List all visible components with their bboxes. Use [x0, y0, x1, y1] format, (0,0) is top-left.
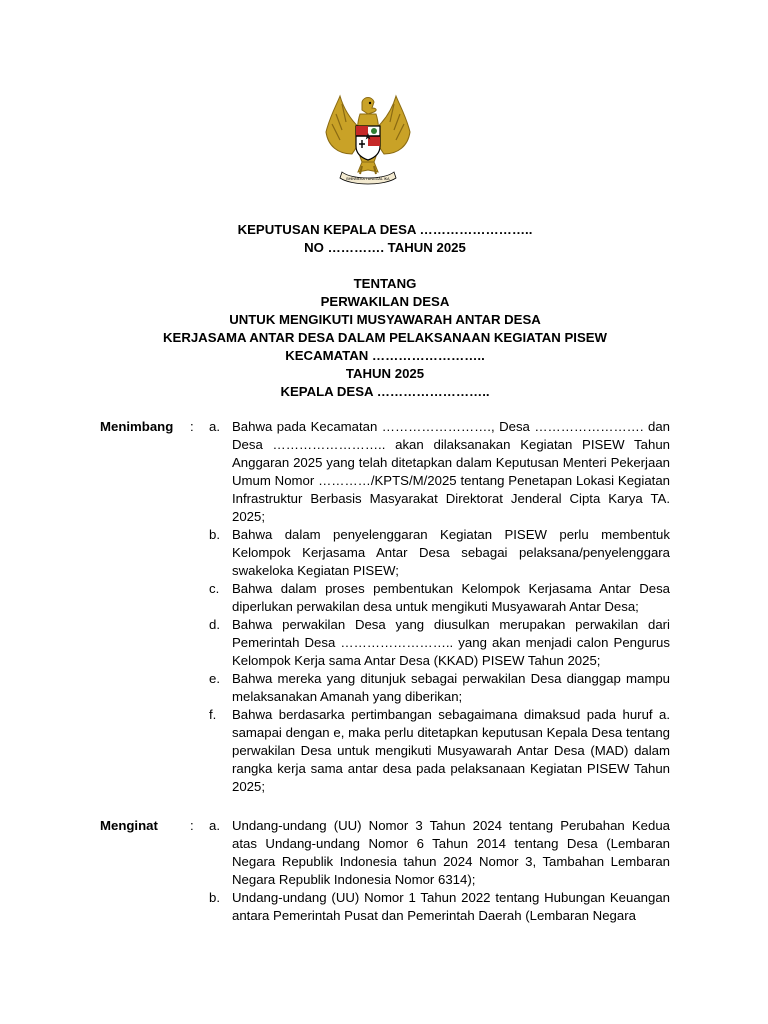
mengingat-colon: :: [190, 818, 194, 833]
item-text: Bahwa dalam penyelenggaran Kegiatan PISEW perlu membentuk Kelompok Kerjasama Antar Desa sebagai pelaksana/penyelenggara swakeloka Kegiatan PISEW;: [232, 527, 670, 578]
heading-subject-2: UNTUK MENGIKUTI MUSYAWARAH ANTAR DESA: [229, 312, 541, 327]
heading-decree-title: KEPUTUSAN KEPALA DESA ……………………..: [237, 222, 533, 237]
garuda-pancasila-emblem: [322, 92, 414, 188]
item-text: Undang-undang (UU) Nomor 1 Tahun 2022 tentang Hubungan Keuangan antara Pemerintah Pusat dan Pemerintah Daerah (Lembaran Negara: [232, 890, 670, 923]
menimbang-label: Menimbang: [100, 419, 174, 434]
item-text: Bahwa pada Kecamatan ……………………., Desa ……………………. dan Desa …………………….. akan dilaksanakan Kegiatan PISEW Tahun Anggaran 2025 yang telah ditetapkan dalam Keputusan Menteri Pekerjaan Umum Nomor …………/KPTS/M/2025 tentang Penetapan Lokasi Kegiatan Infrastruktur Berbasis Masyarakat Direktorat Jenderal Cipta Karya TA. 2025;: [232, 419, 670, 524]
mengingat-section: [100, 817, 672, 925]
item-text: Bahwa dalam proses pembentukan Kelompok Kerjasama Antar Desa diperlukan perwakilan desa untuk mengikuti Musyawarah Antar Desa;: [232, 581, 670, 614]
item-marker: c.: [209, 581, 220, 596]
item-marker: b.: [209, 890, 220, 905]
menimbang-colon: :: [190, 419, 194, 434]
item-text: Undang-undang (UU) Nomor 3 Tahun 2024 tentang Perubahan Kedua atas Undang-undang Nomor 6 Tahun 2014 tentang Desa (Lembaran Negara Republik Indonesia tahun 2024 Nomor 3, Tambahan Lembaran Negara Republik Indonesia Nomor 6314);: [232, 818, 670, 887]
item-marker: f.: [209, 707, 217, 722]
heading-subject-3: KERJASAMA ANTAR DESA DALAM PELAKSANAAN KEGIATAN PISEW: [163, 330, 607, 345]
item-marker: a.: [209, 419, 220, 434]
mengingat-item-a: [207, 817, 670, 889]
heading-subject-1: PERWAKILAN DESA: [320, 294, 450, 309]
heading-tentang: TENTANG: [353, 276, 417, 291]
svg-text:BHINNEKA TUNGGAL IKA: BHINNEKA TUNGGAL IKA: [346, 177, 390, 181]
menimbang-item-e: [207, 670, 670, 706]
item-marker: b.: [209, 527, 220, 542]
mengingat-label: Menginat: [100, 818, 158, 833]
item-text: Bahwa berdasarka pertimbangan sebagaimana dimaksud pada huruf a. samapai dengan e, maka perlu ditetapkan keputusan Kepala Desa tentang perwakilan Desa untuk mengikuti Musyawarah Antar Desa (MAD) dalam rangka kerja sama antar desa pada pelaksanaan Kegiatan PISEW Tahun 2025;: [232, 707, 670, 794]
heading-year: TAHUN 2025: [345, 366, 425, 381]
item-marker: d.: [209, 617, 220, 632]
item-text: Bahwa mereka yang ditunjuk sebagai perwakilan Desa dianggap mampu melaksanakan Amanah yang diberikan;: [232, 671, 670, 704]
item-marker: e.: [209, 671, 220, 686]
heading-district: KECAMATAN ……………………..: [285, 348, 485, 363]
item-marker: a.: [209, 818, 220, 833]
menimbang-item-f: [207, 706, 670, 796]
menimbang-section: [100, 418, 672, 796]
mengingat-item-b: [207, 889, 670, 925]
menimbang-item-c: [207, 580, 670, 616]
menimbang-item-d: [207, 616, 670, 670]
heading-number-year: NO …………. TAHUN 2025: [304, 240, 466, 255]
item-text: Bahwa perwakilan Desa yang diusulkan merupakan perwakilan dari Pemerintah Desa …………………….. yang akan menjadi calon Pengurus Kelompok Kerja sama Antar Desa (KKAD) PISEW Tahun 2025;: [232, 617, 670, 668]
document-heading: [100, 221, 670, 401]
heading-village-head: KEPALA DESA ……………………..: [280, 384, 490, 399]
menimbang-item-b: [207, 526, 670, 580]
menimbang-item-a: [207, 418, 670, 526]
